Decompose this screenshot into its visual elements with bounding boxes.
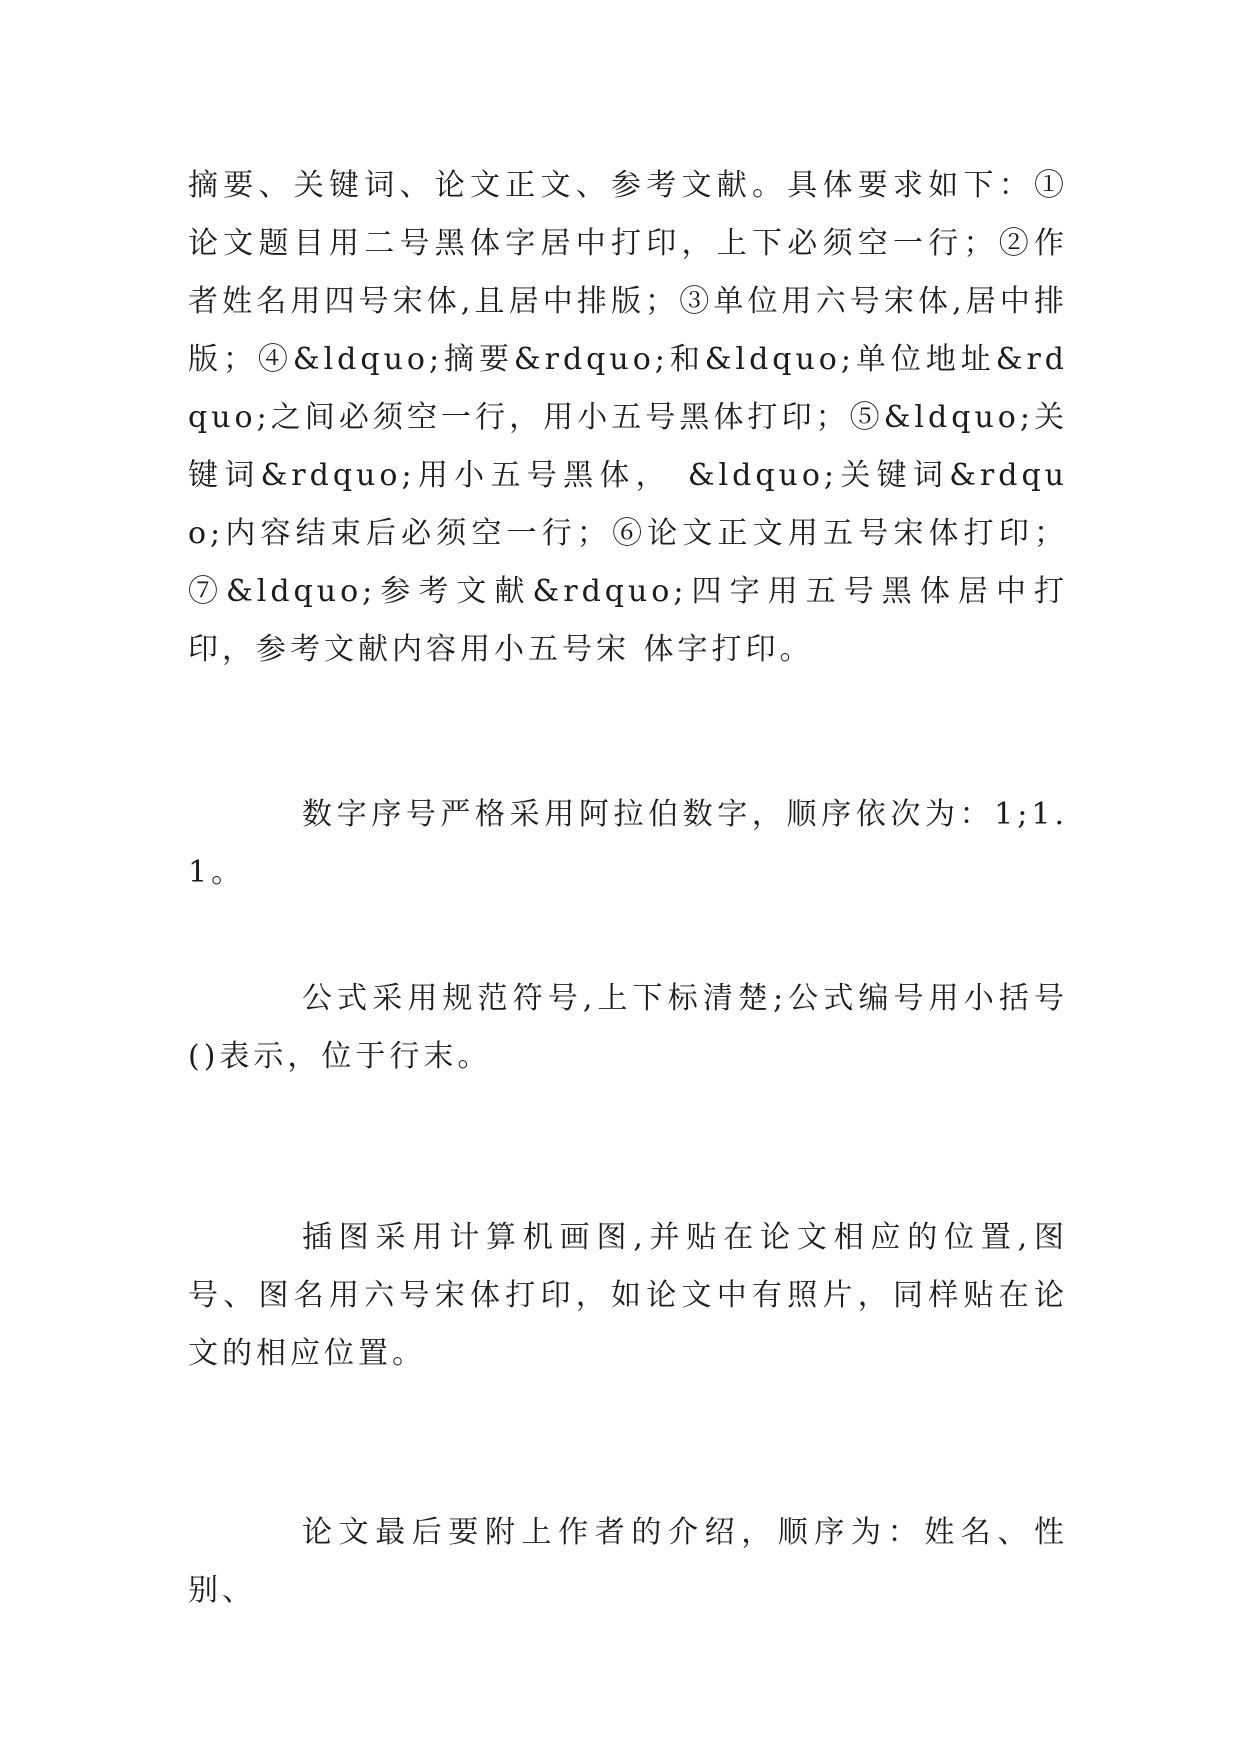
paragraph-formula-rules: 公式采用规范符号,上下标清楚;公式编号用小括号()表示，位于行末。 — [188, 981, 1068, 1074]
paragraph-author-intro: 论文最后要附上作者的介绍，顺序为：姓名、性别、 — [188, 1515, 1068, 1608]
paragraph-number-sequence: 数字序号严格采用阿拉伯数字，顺序依次为：1;1.1。 — [188, 797, 1068, 890]
paragraph-format-requirements: 摘要、关键词、论文正文、参考文献。具体要求如下：①论文题目用二号黑体字居中打印，上下必须空一行；②作者姓名用四号宋体,且居中排版；③单位用六号宋体,居中排版；④&ldquo;摘要&rdquo;和&ldquo;单位地址&rdquo;之间必须空一行，用小五号黑体打印；⑤&ldquo;关键词&rdquo;用小五号黑体， &ldquo;关键词&rdquo;内容结束后必须空一行；⑥论文正文用五号宋体打印；⑦&ldquo;参考文献&rdquo;四字用五号黑体居中打印，参考文献内容用小五号宋 体字打印。 — [188, 168, 1068, 667]
paragraph-figure-rules: 插图采用计算机画图,并贴在论文相应的位置,图号、图名用六号宋体打印，如论文中有照片，同样贴在论文的相应位置。 — [188, 1220, 1068, 1371]
